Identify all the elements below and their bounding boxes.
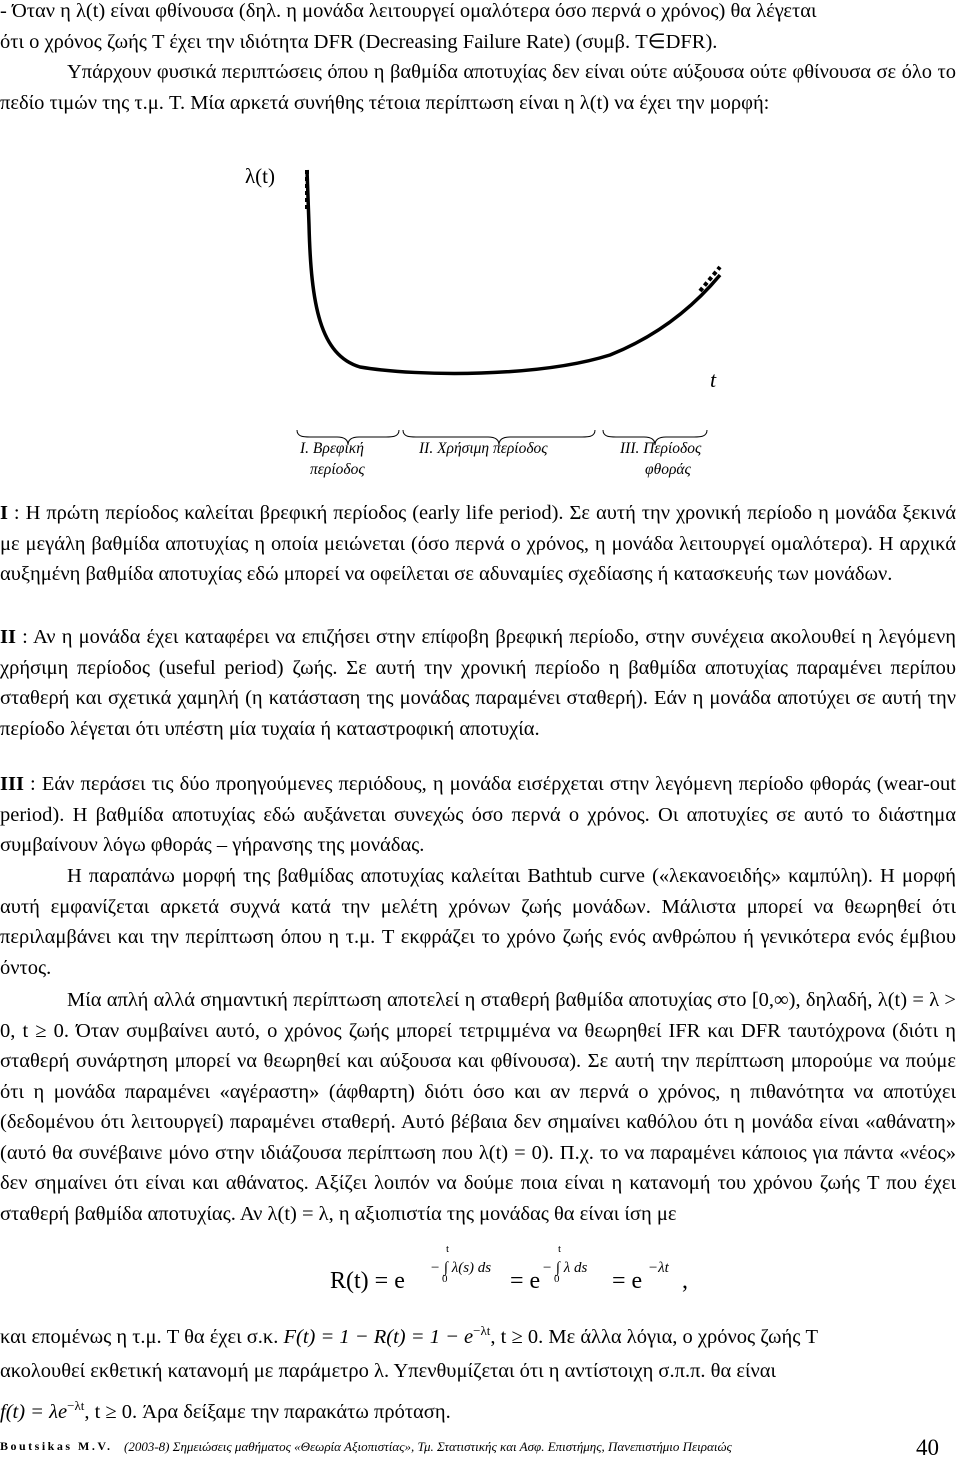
- cdf-line: [0, 1316, 956, 1352]
- formula-lower-limit-1: 0: [442, 1273, 448, 1285]
- formula-mid-2: = e: [612, 1268, 643, 1294]
- exponential-line: ακολουθεί εκθετική κατανομή με παράμετρο λ. Υπενθυμίζεται ότι η αντίστοιχη σ.π.π. θα είναι: [0, 1360, 776, 1383]
- formula-lhs: R(t) = e: [330, 1268, 405, 1294]
- bathtub-curve-figure: [200, 155, 760, 485]
- section-2-label: ΙΙ: [0, 626, 16, 648]
- formula-end: ,: [682, 1268, 688, 1294]
- intro-paragraph-2-text: Υπάρχουν φυσικά περιπτώσεις όπου η βαθμίδα αποτυχίας δεν είναι ούτε αύξουσα ούτε φθίνουσα σε όλο το πεδίο τιμών της τ.μ. T. Μία αρκετά συνήθης τέτοια περίπτωση είναι η λ(t) να έχει την μορφή:: [0, 61, 956, 114]
- bathtub-curve: [307, 170, 720, 373]
- formula-lower-limit-2: 0: [554, 1273, 560, 1285]
- formula-exponent-1: − ∫ λ(s) ds: [430, 1260, 492, 1276]
- page-footer: [0, 1425, 960, 1460]
- formula-upper-limit-1: t: [446, 1243, 450, 1255]
- cdf-exponent: −λt: [473, 1323, 491, 1338]
- figure-x-label: t: [710, 367, 717, 392]
- period-1-label-line-2: περίοδος: [310, 461, 365, 478]
- period-3-label-line-2: φθοράς: [645, 461, 691, 478]
- figure-y-label: λ(t): [245, 164, 276, 188]
- section-2: [0, 622, 956, 744]
- section-1-text: : Η πρώτη περίοδος καλείται βρεφική περίοδος (early life period). Σε αυτή την χρονική περίοδο η μονάδα ξεκινά με μεγάλη βαθμίδα αποτυχίας η οποία μειώνεται (όσο περνά ο χρόνος, η μονάδα λειτουργεί ομαλότερα). Η αρχικά αυξημένη βαθμίδα αποτυχίας εδώ μπορεί να οφείλεται σε αδυναμίες σχεδίασης ή κατασκευής των μονάδων.: [0, 502, 956, 585]
- pdf-exponent: −λt: [67, 1397, 85, 1413]
- period-3-label-line-1: III. Περίοδος: [620, 440, 702, 457]
- formula-mid-1: = e: [510, 1268, 541, 1294]
- intro-paragraph-2: [0, 57, 956, 118]
- intro-line-2: ότι ο χρόνος ζωής T έχει την ιδιότητα DFR (Decreasing Failure Rate) (συμβ. T∈DFR).: [0, 30, 718, 53]
- after-formula-block: [0, 1316, 956, 1427]
- cdf-line-end: , t ≥ 0. Με άλλα λόγια, ο χρόνος ζωής T: [490, 1325, 818, 1348]
- period-2-label: II. Χρήσιμη περίοδος: [419, 440, 548, 457]
- footer-info-text: (2003-8) Σημειώσεις μαθήματος «Θεωρία Αξιοπιστίας», Τμ. Στατιστικής και Ασφ. Επιστήμης, Πανεπιστήμιο Πειραιώς: [124, 1439, 732, 1454]
- section-2-text: : Αν η μονάδα έχει καταφέρει να επιζήσει στην επίφοβη βρεφική περίοδο, στην συνέχεια ακολουθεί η λεγόμενη χρήσιμη περίοδος (useful period) ζωής. Σε αυτή την χρονική περίοδο η βαθμίδα αποτυχίας παραμένει περίπου σταθερή και σχετικά χαμηλή (η κατάσταση της μονάδας παραμένει σταθερή). Εάν η μονάδα αποτύχει σε αυτή την περίοδο λέγεται ότι υπέστη μία τυχαία ή καταστροφική αποτυχία.: [0, 626, 956, 740]
- page-number: 40: [916, 1435, 939, 1460]
- section-3: [0, 769, 956, 861]
- cdf-formula: F(t) = 1 − R(t) = 1 − e: [283, 1325, 474, 1348]
- section-3-text: : Εάν περάσει τις δύο προηγούμενες περιόδους, η μονάδα εισέρχεται στην λεγόμενη περίοδο φθοράς (wear-out period). Η βαθμίδα αποτυχίας εδώ αυξάνεται συνεχώς όσο περνά ο χρόνος. Οι αποτυχίες σε αυτό το διάστημα συμβαίνουν λόγω φθοράς – γήρανσης της μονάδας.: [0, 773, 956, 856]
- constant-rate-paragraph: [0, 985, 956, 1229]
- section-3-label: ΙΙΙ: [0, 773, 24, 795]
- cdf-line-start: και επομένως η τ.μ. T θα έχει σ.κ.: [0, 1325, 284, 1348]
- pdf-line-end: , t ≥ 0. Άρα δείξαμε την παρακάτω πρόταση.: [84, 1400, 451, 1423]
- intro-line-1: - Όταν η λ(t) είναι φθίνουσα (δηλ. η μονάδα λειτουργεί ομαλότερα όσο περνά ο χρόνος) θα λέγεται: [0, 0, 817, 22]
- formula-upper-limit-2: t: [558, 1243, 562, 1255]
- bathtub-paragraph: [0, 861, 956, 983]
- pdf-line: [0, 1391, 956, 1427]
- formula-exponent-3: −λt: [648, 1260, 669, 1276]
- section-1-label: Ι: [0, 502, 8, 524]
- period-1-label-line-1: I. Βρεφική: [300, 440, 364, 457]
- reliability-formula: [330, 1238, 730, 1304]
- constant-rate-paragraph-text: Μία απλή αλλά σημαντική περίπτωση αποτελεί η σταθερή βαθμίδα αποτυχίας στο [0,∞), δηλαδή, λ(t) = λ > 0, t ≥ 0. Όταν συμβαίνει αυτό, ο χρόνος ζωής μπορεί τετριμμένα να θεωρηθεί IFR και DFR ταυτόχρονα (διότι η σταθερή συνάρτηση μπορεί να θεωρηθεί και αύξουσα και φθίνουσα). Σε αυτή την περίπτωση μπορούμε να πούμε ότι η μονάδα παραμένει «αγέραστη» (άφθαρτη) διότι όσο και αν περνά ο χρόνος, η πιθανότητα να αποτύχει (δεδομένου ότι λειτουργεί) παραμένει σταθερή. Αυτό βέβαια δεν σημαίνει καθόλου ότι η μονάδα είναι «αθάνατη» (αυτό θα συνέβαινε μόνο στην ιδιάζουσα περίπτωση που λ(t) = 0). Π.χ. το να παραμένει κάποιος για πάντα «νέος» δεν σημαίνει ότι είναι και αθάνατος. Αξίζει λοιπόν να δούμε ποια είναι η κατανομή του χρόνου ζωής T που έχει σταθερή βαθμίδα αποτυχίας. Αν λ(t) = λ, η αξιοπιστία της μονάδας θα είναι ίση με: [0, 989, 956, 1225]
- section-1: [0, 498, 956, 590]
- bathtub-paragraph-text: Η παραπάνω μορφή της βαθμίδας αποτυχίας καλείται Bathtub curve («λεκανοειδής» καμπύλη). Η μορφή αυτή εμφανίζεται αρκετά συχνά κατά την μελέτη χρόνων ζωής μονάδων. Μάλιστα μπορεί να θεωρηθεί ότι περιλαμβάνει και την περίπτωση όπου η τ.μ. T εκφράζει το χρόνο ζωής ενός ανθρώπου ή γενικότερα ενός έμβιου όντος.: [0, 865, 956, 979]
- footer-author: Boutsikas M.V.: [0, 1439, 113, 1453]
- formula-exponent-2: − ∫ λ ds: [542, 1260, 588, 1276]
- footer-info: [124, 1439, 732, 1455]
- pdf-formula: f(t) = λe: [0, 1400, 68, 1423]
- intro-block: [0, 0, 956, 57]
